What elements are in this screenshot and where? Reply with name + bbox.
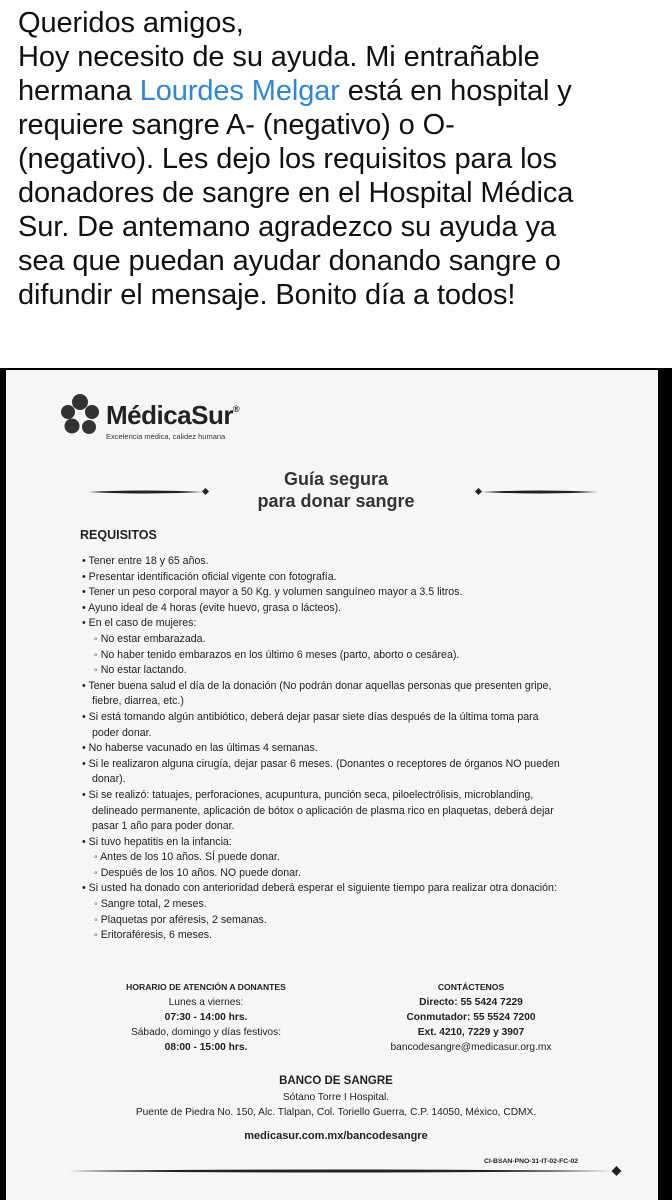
contact-heading: CONTÁCTENOS [437,982,505,992]
requirement-item: • Si está tomando algún antibiótico, deberá dejar pasar siete días después de la última toma para [82,710,539,723]
blood-bank-location: Sótano Torre I Hospital. [282,1092,390,1103]
blood-bank-address: Puente de Piedra No. 150, Alc. Tlalpan, Col. Toriello Guerra, C.P. 14050, México, CDMX. [135,1107,537,1118]
weekdays-time: 07:30 - 14:00 hrs. [164,1012,248,1023]
requirement-subitem: ◦ Eritoraféresis, 6 meses. [94,929,212,942]
medicasur-logo-icon [58,392,102,438]
message-line: donadores de sangre en el Hospital Médica [18,177,574,209]
requirement-subitem: ◦ No haber tenido embarazos en los último 6 meses (parto, aborto o cesárea). [94,648,460,661]
requirement-item: • Si le realizaron alguna cirugía, dejar pasar 6 meses. (Donantes o receptores de órganos NO pueden [82,757,560,770]
decorative-rule-left [86,488,212,496]
message-line: sea que puedan ayudar donando sangre o [18,245,561,277]
message-text-fragment: hermana [18,75,140,107]
requirement-item: • Tener entre 18 y 65 años. [82,555,209,567]
phone-extensions: Ext. 4210, 7229 y 3907 [417,1027,525,1038]
requirement-subitem: ◦ Sangre total, 2 meses. [94,898,207,911]
requirement-continuation: poder donar. [92,726,152,739]
requirement-continuation: donar). [92,773,126,786]
message-line: (negativo). Les dejo los requisitos para los [18,143,557,175]
message-line: Sur. De antemano agradezco su ayuda ya [18,211,556,243]
requirement-item: • En el caso de mujeres: [82,617,197,630]
blood-bank-url: medicasur.com.mx/bancodesangre [244,1130,428,1142]
requirement-subitem: ◦ Después de los 10 años. NO puede donar. [94,866,301,879]
switchboard-phone: Conmutador: 55 5524 7200 [406,1012,536,1023]
requirement-subitem: ◦ Antes de los 10 años. SÍ puede donar. [94,851,280,864]
requirement-continuation: fiebre, diarrea, etc.) [92,695,184,708]
decorative-rule-bottom [66,1166,626,1176]
requirements-heading: REQUISITOS [80,528,157,542]
blood-bank-info [86,1072,586,1120]
document-code: CI-BSAN-PNO-31-IT-02-FC-02 [484,1158,579,1165]
donor-hours [106,980,306,1055]
message-line: Queridos amigos, [18,7,244,39]
message-line: requiere sangre A- (negativo) o O- [18,109,455,141]
mention-link[interactable]: Lourdes Melgar [139,75,340,107]
decorative-rule-right [474,488,600,496]
message-text-fragment: está en hospital y [339,75,572,107]
flyer-paper [6,370,658,1200]
contact-info [366,980,576,1055]
guide-title-line: para donar sangre [257,491,415,511]
requirement-item: • Ayuno ideal de 4 horas (evite huevo, grasa o lácteos). [82,601,342,614]
flyer-image[interactable] [0,368,672,1200]
guide-title-line: Guía segura [283,469,389,489]
weekend-label: Sábado, domingo y días festivos: [130,1027,282,1038]
requirement-item: • Tener buena salud el día de la donación (No podrán donar aquellas personas que presenten gripe, [82,679,552,692]
requirement-item: • Si se realizó: tatuajes, perforaciones, acupuntura, punción seca, piloelectrólisis, microblanding, [82,788,534,801]
message-text [18,6,658,312]
requirement-subitem: ◦ No estar lactando. [94,664,187,677]
requirement-subitem: ◦ Plaquetas por aféresis, 2 semanas. [94,913,267,926]
weekdays-label: Lunes a viernes: [168,997,244,1008]
direct-phone: Directo: 55 5424 7229 [419,997,523,1008]
requirement-continuation: pasar 1 año para poder donar. [92,820,235,833]
requirements-list [72,554,632,944]
message-line: difundir el mensaje. Bonito día a todos! [18,279,516,311]
message-line: Hoy necesito de su ayuda. Mi entrañable [18,41,540,73]
contact-email: bancodesangre@medicasur.org.mx [390,1042,552,1053]
brand-name [106,400,239,431]
brand-tagline: Excelencia médica, calidez humana [106,432,226,441]
requirement-item: • Presentar identificación oficial vigente con fotografía. [82,570,337,583]
requirement-subitem: ◦ No estar embarazada. [94,632,206,645]
donor-hours-heading: HORARIO DE ATENCIÓN A DONANTES [126,982,286,992]
blood-bank-heading: BANCO DE SANGRE [279,1075,393,1087]
brand-text: MédicaSur [106,400,233,430]
guide-title [206,468,466,512]
message-line [18,74,658,108]
requirement-item: • Si tuvo hepatitis en la infancia: [82,835,232,848]
requirement-item: • No haberse vacunado en las últimas 4 semanas. [82,742,318,755]
requirement-item: • Si usted ha donado con anterioridad deberá esperar el siguiente tiempo para realizar otra donación: [82,882,557,895]
requirement-item: • Tener un peso corporal mayor a 50 Kg. y volumen sanguíneo mayor a 3.5 litros. [82,586,463,599]
requirement-continuation: delineado permanente, aplicación de bótox o aplicación de plasma rico en plaquetas, deberá dejar [92,804,554,817]
weekend-time: 08:00 - 15:00 hrs. [164,1042,248,1053]
registered-mark: ® [233,404,240,414]
